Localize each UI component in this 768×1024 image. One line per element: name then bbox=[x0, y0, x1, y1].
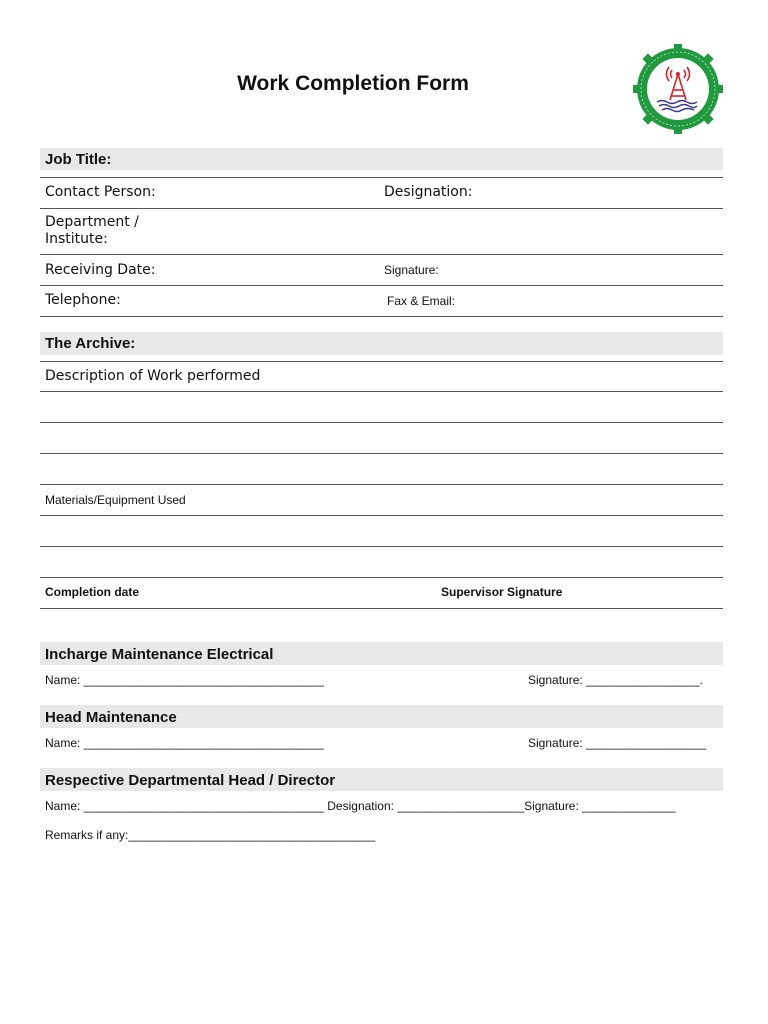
divider bbox=[40, 577, 723, 578]
blank-line bbox=[40, 546, 723, 547]
electrical-name-field: Name: ____________________________________ bbox=[45, 673, 324, 687]
divider bbox=[40, 391, 723, 392]
divider bbox=[40, 316, 723, 317]
divider bbox=[40, 208, 723, 209]
form-title: Work Completion Form bbox=[237, 72, 469, 95]
blank-line bbox=[40, 453, 723, 454]
department-label-line2: Institute: bbox=[45, 231, 108, 247]
divider bbox=[40, 254, 723, 255]
blank-line bbox=[40, 422, 723, 423]
director-heading: Respective Departmental Head / Director bbox=[45, 772, 336, 789]
remarks-field: Remarks if any:_____________________________________ bbox=[45, 828, 376, 842]
divider bbox=[40, 285, 723, 286]
blank-line bbox=[40, 484, 723, 485]
contact-person-label: Contact Person: bbox=[45, 184, 156, 200]
head-maintenance-name-field: Name: ____________________________________ bbox=[45, 736, 324, 750]
fax-email-label: Fax & Email: bbox=[387, 294, 456, 308]
director-fields: Name: ____________________________________ Designation: ___________________Signature: ______________ bbox=[45, 799, 676, 813]
electrical-heading: Incharge Maintenance Electrical bbox=[45, 646, 274, 663]
divider bbox=[40, 177, 723, 178]
supervisor-signature-label: Supervisor Signature bbox=[441, 585, 563, 599]
archive-band bbox=[40, 332, 723, 355]
signature-label: Signature: bbox=[384, 263, 439, 277]
designation-label: Designation: bbox=[384, 184, 473, 200]
head-maintenance-heading: Head Maintenance bbox=[45, 709, 177, 726]
completion-date-label: Completion date bbox=[45, 585, 140, 599]
job-title-band bbox=[40, 148, 723, 170]
divider bbox=[40, 361, 723, 362]
archive-label: The Archive: bbox=[45, 335, 136, 352]
divider bbox=[40, 515, 723, 516]
electrical-signature-field: Signature: _________________. bbox=[528, 673, 703, 687]
job-title-label: Job Title: bbox=[45, 151, 112, 168]
department-label bbox=[45, 214, 185, 248]
telephone-label: Telephone: bbox=[45, 292, 121, 308]
divider bbox=[40, 608, 723, 609]
description-label: Description of Work performed bbox=[45, 368, 261, 384]
materials-label: Materials/Equipment Used bbox=[45, 493, 186, 507]
head-maintenance-signature-field: Signature: __________________ bbox=[528, 736, 707, 750]
university-seal-logo bbox=[633, 44, 723, 134]
receiving-date-label: Receiving Date: bbox=[45, 262, 156, 278]
department-label-line1: Department / bbox=[45, 214, 139, 230]
